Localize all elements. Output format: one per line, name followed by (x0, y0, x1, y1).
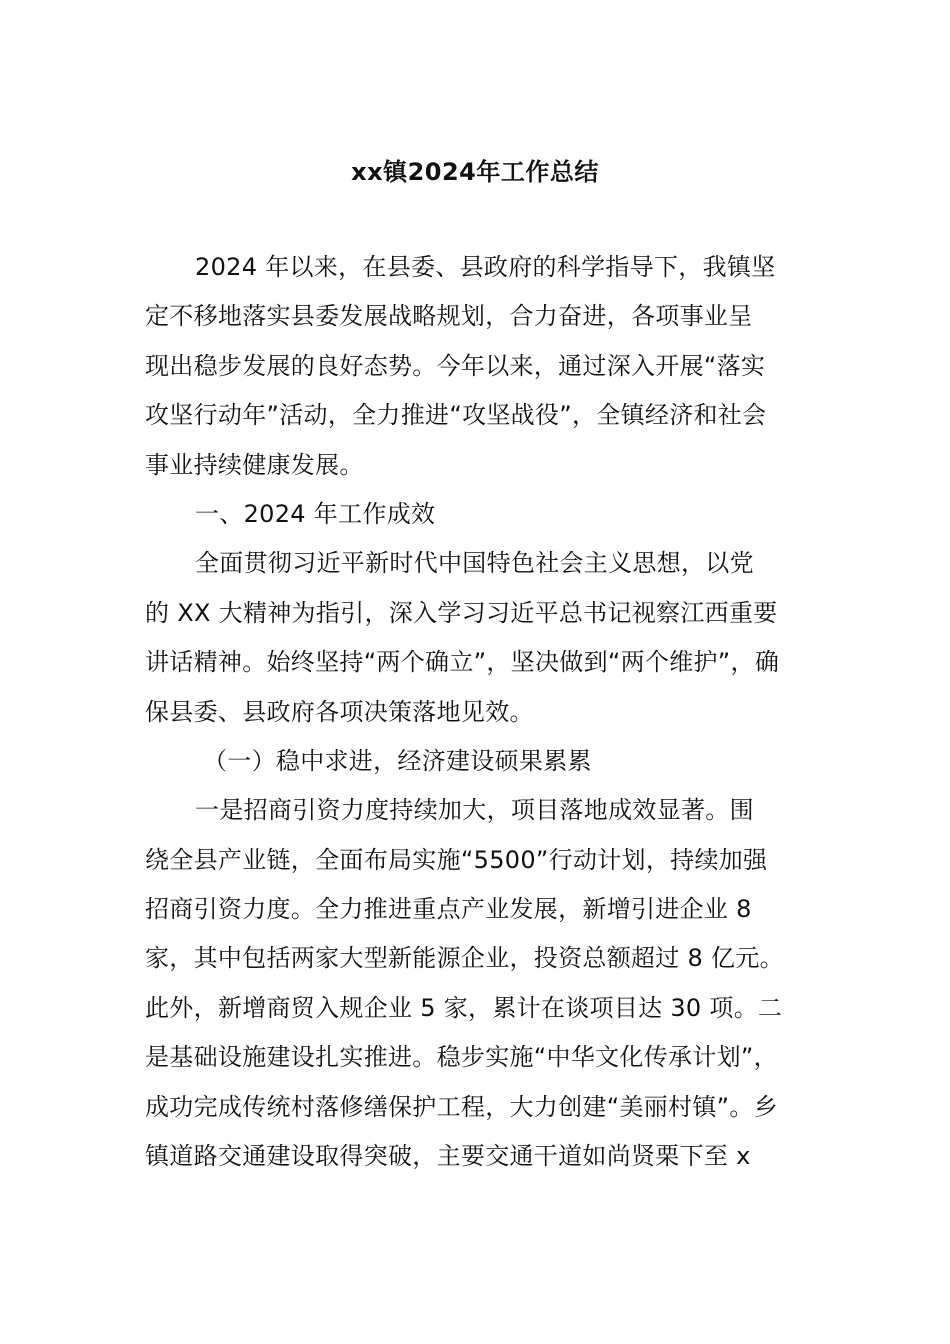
text-line: 全面贯彻习近平新时代中国特色社会主义思想，以党 (195, 549, 754, 578)
text-line: 一是招商引资力度持续加大，项目落地成效显著。围 (195, 796, 754, 825)
text-line: 家，其中包括两家大型新能源企业，投资总额超过 8 亿元。 (145, 944, 784, 973)
text-line: 攻坚行动年”活动，全力推进“攻坚战役”，全镇经济和社会 (145, 401, 767, 430)
text-line: 保县委、县政府各项决策落地见效。 (145, 697, 534, 726)
intro-paragraph (145, 243, 835, 490)
text-line: 绕全县产业链，全面布局实施“5500”行动计划，持续加强 (145, 845, 768, 874)
text-line: 事业持续健康发展。 (145, 450, 364, 479)
section-heading: 一、2024 年工作成效 (195, 499, 436, 528)
paragraph-3 (145, 786, 835, 1181)
text-line: 讲话精神。始终坚持“两个确立”，坚决做到“两个维护”，确 (145, 648, 780, 677)
text-line: 定不移地落实县委发展战略规划，合力奋进，各项事业呈 (145, 302, 753, 331)
text-line: 此外，新增商贸入规企业 5 家，累计在谈项目达 30 项。二 (145, 993, 783, 1022)
text-line: 镇道路交通建设取得突破，主要交通干道如尚贤栗下至 x (145, 1142, 751, 1171)
text-line: 成功完成传统村落修缮保护工程，大力创建“美丽村镇”。乡 (145, 1092, 778, 1121)
text-line: 的 XX 大精神为指引，深入学习习近平总书记视察江西重要 (145, 598, 778, 627)
document-body (145, 243, 835, 1181)
paragraph-2 (145, 539, 835, 737)
text-line: 是基础设施建设扎实推进。稳步实施“中华文化传承计划”， (145, 1043, 778, 1072)
text-line: 现出稳步发展的良好态势。今年以来，通过深入开展“落实 (145, 351, 766, 380)
subsection-heading: （一）稳中求进，经济建设硕果累累 (203, 746, 592, 775)
text-line: 2024 年以来，在县委、县政府的科学指导下，我镇坚 (195, 253, 776, 281)
text-line: 招商引资力度。全力推进重点产业发展，新增引进企业 8 (145, 895, 752, 924)
document-title: xx镇2024年工作总结 (351, 158, 599, 186)
